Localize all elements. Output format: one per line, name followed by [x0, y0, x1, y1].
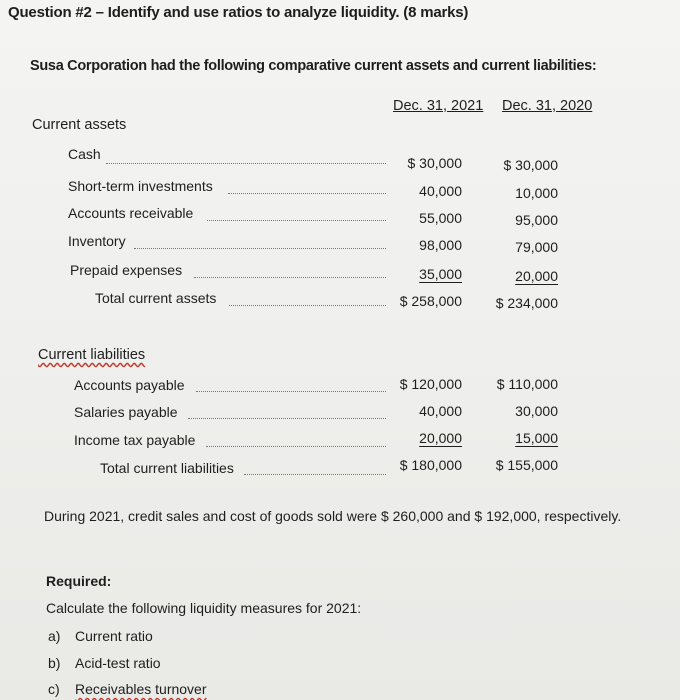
leader-dots [206, 446, 386, 447]
row-label-prepaid-expenses: Prepaid expenses [70, 262, 183, 278]
credit-sales-note: During 2021, credit sales and cost of goods sold were $ 260,000 and $ 192,000, respectively. [44, 508, 622, 524]
required-instruction: Calculate the following liquidity measures for 2021: [46, 600, 362, 616]
leader-dots [244, 474, 386, 475]
value-2020-income-tax-payable: 15,000 [515, 430, 558, 446]
column-header-2020: Dec. 31, 2020 [502, 98, 593, 114]
value-2020-accounts-receivable: 95,000 [515, 212, 558, 228]
leader-dots [228, 193, 386, 194]
leader-dots [106, 163, 386, 164]
leader-dots [188, 418, 386, 419]
required-item-marker: a) [48, 628, 61, 644]
value-2021-accounts-payable: $ 120,000 [399, 376, 462, 392]
leader-dots [194, 277, 386, 278]
leader-dots [207, 220, 386, 221]
required-item-receivables-turnover: Receivables turnover [75, 681, 207, 697]
row-label-salaries-payable: Salaries payable [74, 404, 178, 420]
value-2020-accounts-payable: $ 110,000 [496, 376, 558, 392]
intro-text: Susa Corporation had the following comparative current assets and current liabilities: [30, 58, 597, 74]
value-2021-short-term-investments: 40,000 [419, 183, 462, 199]
required-item-marker: b) [48, 655, 61, 671]
value-2021-salaries-payable: 40,000 [419, 403, 462, 419]
value-2021-prepaid-expenses: 35,000 [419, 266, 462, 282]
value-2021-total-assets: $ 258,000 [399, 293, 462, 309]
row-label-accounts-payable: Accounts payable [74, 377, 185, 393]
required-item-marker: c) [48, 681, 60, 697]
row-label-short-term-investments: Short-term investments [68, 178, 213, 194]
required-heading: Required: [46, 573, 112, 589]
row-label-income-tax-payable: Income tax payable [74, 432, 196, 448]
current-assets-heading: Current assets [32, 117, 127, 133]
current-liabilities-heading: Current liabilities [38, 347, 146, 363]
leader-dots [196, 391, 386, 392]
column-header-2021: Dec. 31, 2021 [393, 98, 484, 114]
row-label-inventory: Inventory [68, 233, 126, 249]
value-2020-cash: $ 30,000 [503, 157, 558, 173]
value-2021-inventory: 98,000 [419, 237, 462, 253]
value-2020-salaries-payable: 30,000 [515, 403, 558, 419]
value-2020-short-term-investments: 10,000 [515, 185, 558, 201]
row-label-cash: Cash [68, 146, 101, 162]
leader-dots [134, 248, 386, 249]
value-2021-total-liabilities: $ 180,000 [399, 457, 462, 473]
total-current-liabilities-label: Total current liabilities [100, 460, 234, 476]
value-2020-inventory: 79,000 [515, 239, 558, 255]
row-label-accounts-receivable: Accounts receivable [68, 205, 194, 221]
total-label-text: Total current assets [95, 290, 217, 306]
value-2021-cash: $ 30,000 [407, 155, 462, 171]
value-2021-income-tax-payable: 20,000 [419, 430, 462, 446]
leader-dots [229, 305, 386, 306]
value-2020-total-liabilities: $ 155,000 [495, 457, 558, 473]
required-item-acid-test-ratio: Acid-test ratio [75, 655, 161, 671]
value-2020-total-assets: $ 234,000 [495, 295, 558, 311]
value-2021-accounts-receivable: 55,000 [419, 210, 462, 226]
question-title: Question #2 – Identify and use ratios to analyze liquidity. (8 marks) [8, 4, 469, 21]
required-item-current-ratio: Current ratio [75, 628, 153, 644]
total-current-assets-label [95, 290, 216, 306]
value-2020-prepaid-expenses: 20,000 [515, 268, 558, 284]
